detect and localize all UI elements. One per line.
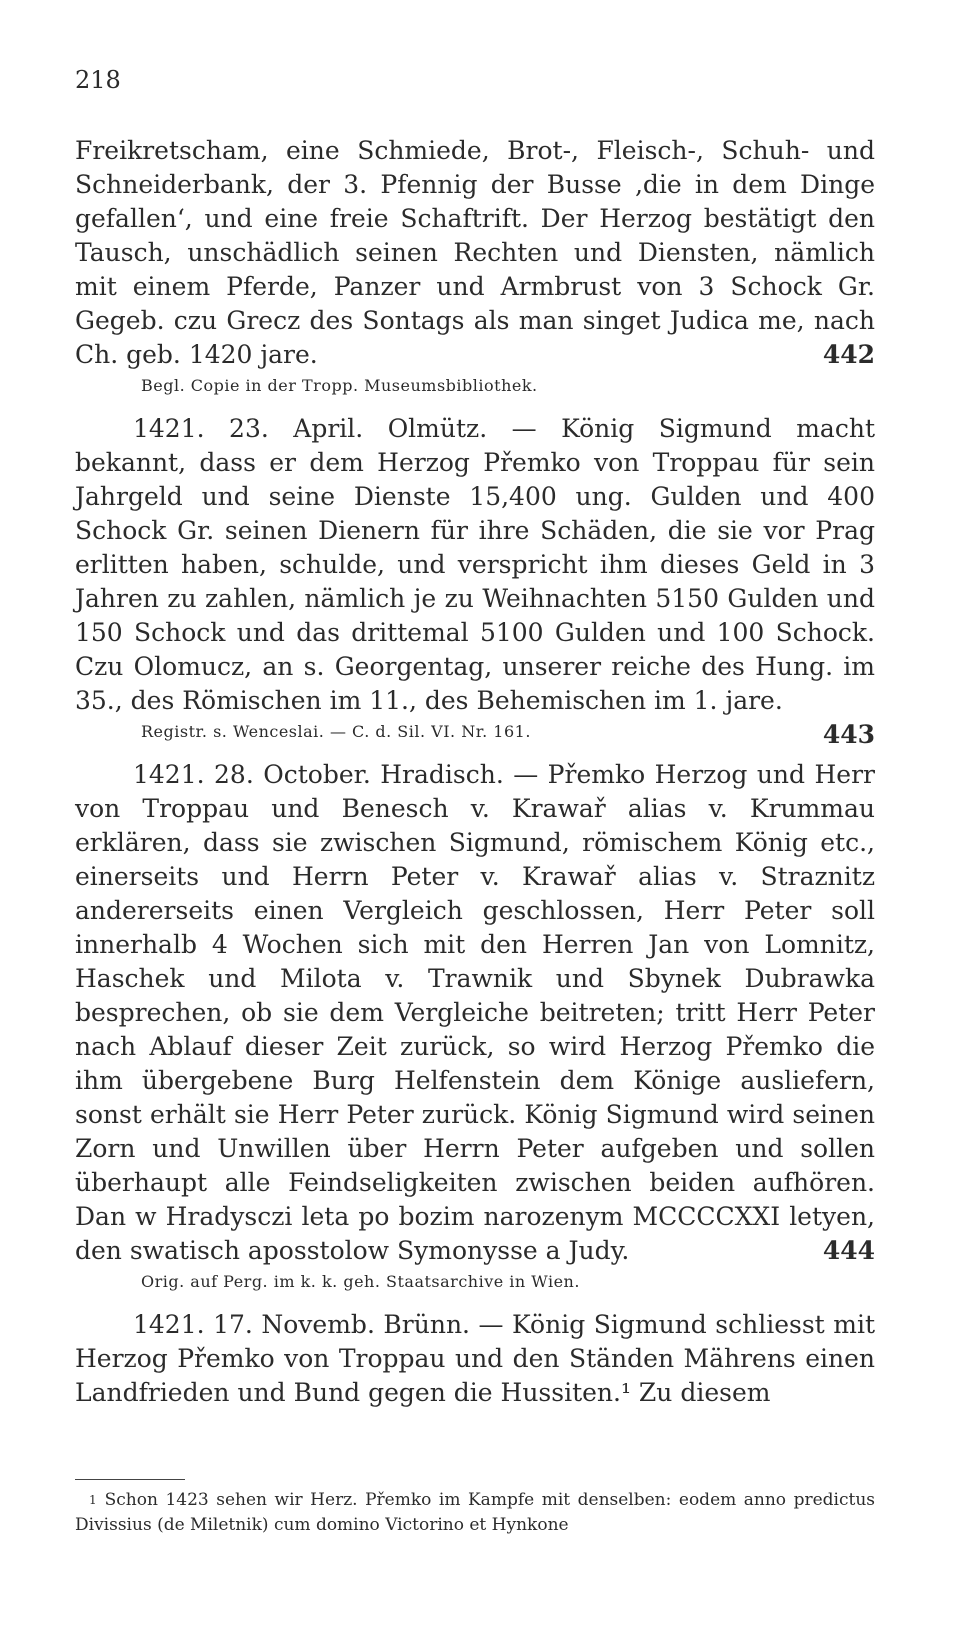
entry-next <box>75 1308 875 1410</box>
entries-container <box>75 134 875 1410</box>
entry-text: 1421. 23. April. Olmütz. — König Sigmund macht bekannt, dass er dem Herzog Přemko von Troppau für sein Jahrgeld und seine Dienste 15,400 ung. Gulden und 400 Schock Gr. seinen Dienern für ihre Schäden, die sie vor Prag erlitten haben, schulde, und verspricht ihm dieses Geld in 3 Jahren zu zahlen, nämlich je zu Weihnachten 5150 Gulden und 150 Schock und das drittemal 5100 Gulden und 100 Schock. Czu Olomucz, an s. Georgentag, unserer reiche des Hung. im 35., des Römischen im 11., des Behemischen im 1. jare. <box>75 414 875 715</box>
footnote-text: Schon 1423 sehen wir Herz. Přemko im Kampfe mit denselben: eodem anno predictus Divissius (de Miletnik) cum domino Victorino et Hynkone <box>75 1490 875 1535</box>
entry-source: Registr. s. Wenceslai. — C. d. Sil. VI. Nr. 161. <box>141 722 531 741</box>
entry-number: 443 <box>822 720 875 749</box>
page-number: 218 <box>75 66 121 94</box>
entry-444 <box>75 758 875 1292</box>
footnote-divider <box>75 1479 185 1480</box>
entry-paragraph <box>75 134 875 372</box>
entry-number: 442 <box>822 340 875 369</box>
entry-text: 1421. 17. Novemb. Brünn. — König Sigmund schliesst mit Herzog Přemko von Troppau und den Ständen Mährens einen Landfrieden und Bund gegen die Hussiten.¹ Zu diesem <box>75 1310 875 1407</box>
entry-number: 444 <box>822 1236 875 1265</box>
entry-text: Freikretscham, eine Schmiede, Brot-, Fleisch-, Schuh- und Schneiderbank, der 3. Pfennig der Busse ‚die in dem Dinge gefallen‘, und eine freie Schaftrift. Der Herzog bestätigt den Tausch, unschädlich seinen Rechten und Diensten, nämlich mit einem Pferde, Panzer und Armbrust von 3 Schock Gr. Gegeb. czu Grecz des Sontags als man singet Judica me, nach Ch. geb. 1420 jare. <box>75 136 875 369</box>
entry-443 <box>75 412 875 749</box>
entry-442 <box>75 134 875 396</box>
entry-paragraph <box>75 1308 875 1410</box>
footnote-mark: 1 <box>89 1493 97 1507</box>
entry-source: Begl. Copie in der Tropp. Museumsbibliothek. <box>141 376 538 395</box>
entry-source: Orig. auf Perg. im k. k. geh. Staatsarchive in Wien. <box>141 1272 580 1291</box>
entry-text: 1421. 28. October. Hradisch. — Přemko Herzog und Herr von Troppau und Benesch v. Krawař alias v. Krummau erklären, dass sie zwischen Sigmund, römischem König etc., einerseits und Herrn Peter v. Krawař alias v. Straznitz andererseits einen Vergleich geschlossen, Herr Peter soll innerhalb 4 Wochen sich mit den Herren Jan von Lomnitz, Haschek und Milota v. Trawnik und Sbynek Dubrawka besprechen, ob sie dem Vergleiche beitreten; tritt Herr Peter nach Ablauf dieser Zeit zurück, so wird Herzog Přemko die ihm übergebene Burg Helfenstein dem Könige ausliefern, sonst erhält sie Herr Peter zurück. König Sigmund wird seinen Zorn und Unwillen über Herrn Peter aufgeben und sollen überhaupt alle Feindseligkeiten zwischen beiden aufhören. Dan w Hradysczi leta po bozim narozenym MCCCCXXI letyen, den swatisch aposstolow Symonysse a Judy. <box>75 760 875 1265</box>
entry-paragraph <box>75 758 875 1268</box>
footnote <box>75 1488 875 1538</box>
